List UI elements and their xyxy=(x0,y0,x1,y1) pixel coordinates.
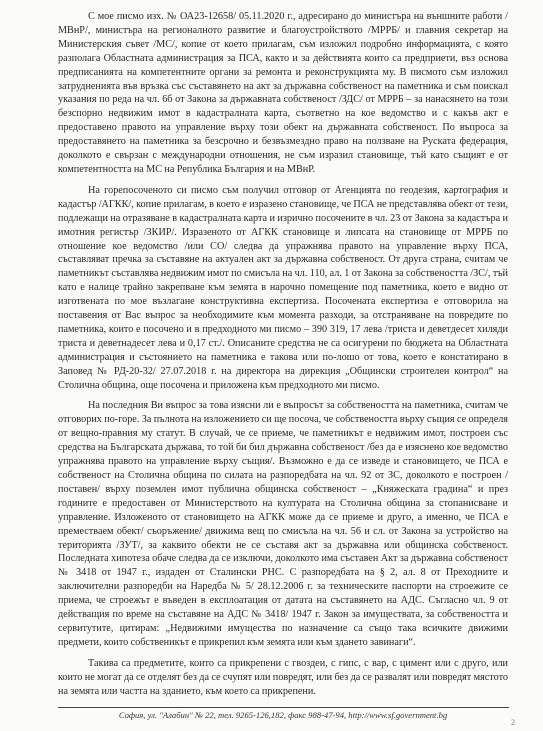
paragraph-1: С мое писмо изх. № ОА23-12658/ 05.11.2020 г., адресирано до министъра на външните работи /МВнР/, министъра на регионалното развитие и благоустройството /МРРБ/ и главния секретар на Министерския съвет /МС/, копие от което прилагам, съм изложил подробно информацията, с която разполага Областната администрация за ПСА, както и за действията които са предприети, въз основа предписанията на компетентните органи за ремонта и реконструкцията му. В писмото съм изложил затрудненията във връзка със съставянето на акт за държавна собственост на паметника и съм поискал указания по реда на чл. 6б от Закона за държавната собственост /ЗДС/ от МРРБ – за нанасянето на този безспорно недвижим имот в кадастралната карта, съответно на кое ведомство и с какъв акт е предоставено правото на управление върху този обект на държавната собственост. По въпроса за предоставянето на паметника за безсрочно и безвъзмездно право на ползване на Руската федерация, доколкото е свързан с международни отношения, не съм изразил становище, тъй като същият е от компетентността на МС на Република България и на МВнР. xyxy=(58,11,508,175)
paragraph-2: На горепосоченото си писмо съм получил отговор от Агенцията по геодезия, картография и кадастър /АГКК/, копие прилагам, в което е изразено становище, че ПСА не представлява обект от тези, подлежащи на отразяване в кадастралната карта и изрично посочените в чл. 23 от Закона за кадастъра и имотния регистър /ЗКИР/. Изразеното от АГКК становище и липсата на становище от МРРБ по отношение кое ведомство /или СО/ следва да упражнява правото на управление върху ПСА, съставляват пречка за съставяне на актуален акт за държавна собственост. От друга страна, считам че паметникът съставлява недвижим имот по смисъла на чл. 110, ал. 1 от Закона за собствеността /ЗС/, тъй като е налице трайно закрепване към земята в нарочно помещение под паметника, което е видно от изготвената по мое възлагане конструктивна експертиза. Посочената експертиза е отговорила на поставения от Вас въпрос за необходимите към момента разходи, за отстраняване на повредите по паметника, които е посочено и в предходното ми писмо – 390 319, 17 лева /триста и деветдесет хиляди триста и деветнадесет лева и 0,17 ст./. Описаните средства не са осигурени по бюджета на Областната администрация и състоянието на паметника е такова или по-лошо от това, което е констатирано в Заповед № РД-20-32/ 27.07.2018 г. на директора на дирекция „Общински строителен контрол“ на Столична община, още посочена и приложена към предходното ми писмо. xyxy=(58,184,508,391)
page-number: 2 xyxy=(511,718,515,727)
letter-body xyxy=(58,10,508,699)
paragraph-3: На последния Ви въпрос за това изясни ли е въпросът за собствеността на паметника, считам че отговорих по-горе. За пълнота на изложението си ще посоча, че собствеността върху същия се определя от вещно-правния му статут. В случай, че се приеме, че паметникът е недвижим имот, построен със средства на Българската държава, то той би бил държавна собственост /без да е изяснено кое ведомство упражнява правото на управление върху същия/. Възможно е да се изведе и становището, че ПСА е собственост на Столична община по силата на разпоредбата на чл. 92 от ЗС, доколкото е построен /поставен/ върху поземлен имот публична общинска собственост – „Княжеската градина“ и през годините е предоставен от Министерството на културата на Столична община за стопанисване и управление. Изложеното от становището на АГКК може да се приеме и друго, а именно, че ПСА е преместваем обект/ съоръжение/ движима вещ по смисъла на чл. 56 и сл. от Закона за устройство на територията /ЗУТ/, за каквито обекти не се съставя акт за държавна или общинска собственост. Последната хипотеза обаче следва да се изключи, доколкото има съставен Акт за държавна собственост № 3418 от 1947 г., издаден от Сталински РНС. С разпоредбата на § 2, ал. 8 от Преходните и заключителни разпоредби на Наредба № 5/ 28.12.2006 г. за техническите паспорти на строежите се приема, че строежът е въведен в експлоатация от датата на съставянето на АДС. Съгласно чл. 9 от действащия по време на съставяне на АДС № 3418/ 1947 г. Закон за имуществата, за собствеността и сервитутите, цитирам: „Недвижими имущества по назначение са също така всичките движими предмети, които собственикът е прикрепил към земята или към здането завинаги“. xyxy=(58,400,508,648)
footer-contact: София, ул. "Алабин" № 22, тел. 9265-126,182, факс 988-47-94, http://www.sf.government.bg xyxy=(118,710,448,720)
paragraph-4: Такива са предметите, които са прикрепени с гвоздеи, с гипс, с вар, с цимент или с друго, или които не могат да се отделят без да се счупят или повредят, или без да се развалят или повредят мястото на земята или частта на зданието, към което са прикрепени. xyxy=(58,657,508,697)
footer-divider xyxy=(58,707,509,708)
